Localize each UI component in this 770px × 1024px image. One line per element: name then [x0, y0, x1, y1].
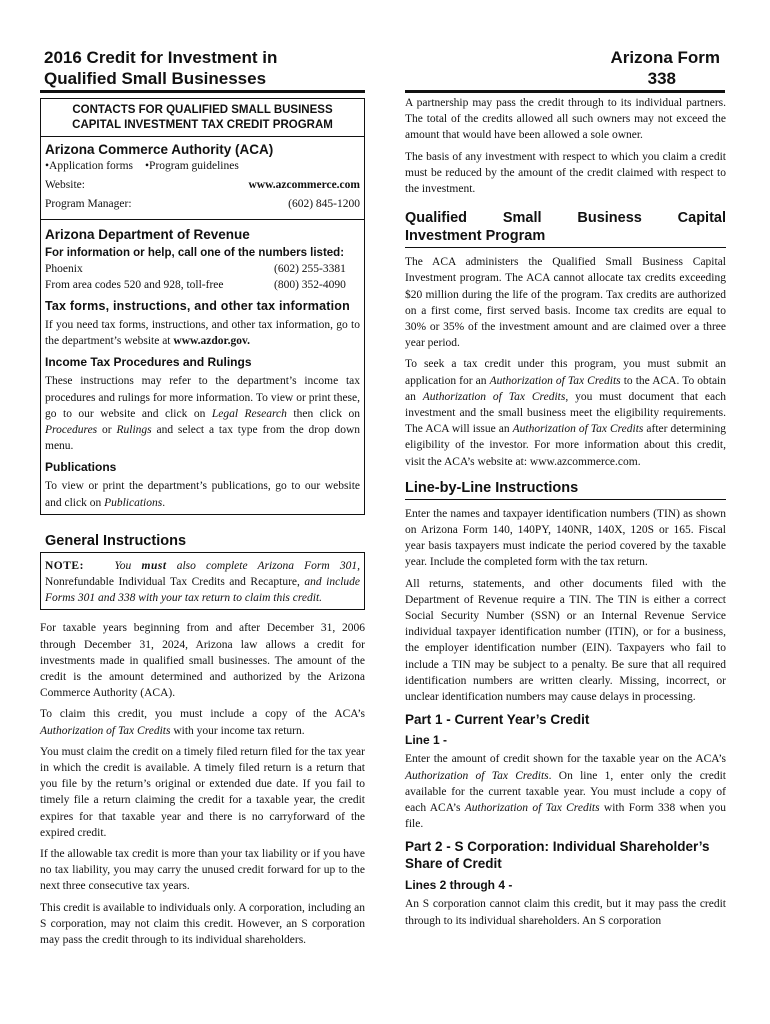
- general-para-4: If the allowable tax credit is more than your tax liability or if you have no tax liability, you may carry the unused credit forward for up to the next three consecutive tax years.: [40, 848, 365, 893]
- aca-bullet-program-guidelines: •Program guidelines: [145, 160, 239, 172]
- adr-help-title: For information or help, call one of the numbers listed:: [45, 247, 345, 259]
- adr-phoenix-phone: (602) 255-3381: [274, 263, 346, 275]
- adr-publications-text: To view or print the department’s publications, go to our website and click on Publications.: [45, 480, 360, 509]
- note-text: NOTE: You must also complete Arizona Form 301, Nonrefundable Individual Tax Credits and Recapture, and include Forms 301 and 338 with your tax return to claim this credit.: [45, 559, 361, 605]
- lbl-para-1: Enter the names and taxpayer identification numbers (TIN) as shown on Arizona Form 140, 140PY, 140NR, 140X, 120S or 165. Fiscal year basis taxpayers must indicate the period covered by the taxable year. Include the completed form with the tax return.: [405, 507, 726, 569]
- header-rule-right: [405, 90, 725, 93]
- adr-tollfree-phone: (800) 352-4090: [274, 279, 346, 291]
- adr-forms-text: If you need tax forms, instructions, and other tax information, go to the department’s website at www.azdor.gov.: [45, 319, 360, 348]
- aca-pm-label: Program Manager:: [45, 198, 132, 210]
- aca-section: [41, 137, 364, 220]
- aca-website-link[interactable]: www.azcommerce.com: [248, 179, 360, 191]
- general-instructions-title: General Instructions: [40, 532, 365, 553]
- aca-program-manager-row: [45, 196, 360, 215]
- aca-website-row: [45, 177, 360, 193]
- contacts-title-line2: CAPITAL INVESTMENT TAX CREDIT PROGRAM: [72, 119, 333, 131]
- header-rule-left: [40, 90, 365, 93]
- aca-bullet-application-forms: •Application forms: [45, 160, 134, 172]
- adr-tollfree-row: [45, 277, 360, 293]
- legal-research-link[interactable]: Legal Research: [211, 407, 287, 420]
- line1-title: Line 1 -: [405, 733, 448, 748]
- form-id: [560, 47, 720, 89]
- basis-para: The basis of any investment with respect to which you claim a credit must be reduced by the amount of the credit claimed with respect to the investment.: [405, 150, 726, 196]
- line-by-line-title: Line-by-Line Instructions: [405, 479, 726, 500]
- general-para-3: You must claim the credit on a timely filed return filed for the tax year in which the credit is available. A timely filed return is a return that you file by the return’s original or extended due date. If you fail to timely file a return claiming the credit for a taxable year, the credit expires for that taxable year and there is no carryforward of the expired credit.: [40, 745, 365, 839]
- aca-pm-phone: (602) 845-1200: [288, 198, 360, 210]
- partnership-para: A partnership may pass the credit through to its individual partners. The total of the credits allowed all such owners may not exceed the amount that would have been allowed a sole owner.: [405, 97, 726, 142]
- page-title-line2: Qualified Small Businesses: [44, 69, 267, 88]
- lbl-para-2: All returns, statements, and other documents filed with the Department of Revenue require a TIN. The TIN is either a correct Social Security Number (SSN) or an Internal Revenue Service individual taxpayer identification number (ITIN), or for a business, the employer identification number (EIN). Taxpayers who fail to include a TIN may be subject to a penalty. Be sure that all required identification numbers are written clearly. Missing, incorrect, or unclear identification numbers may cause delays in processing.: [405, 577, 726, 704]
- adr-title: Arizona Department of Revenue: [45, 227, 250, 242]
- procedures-link[interactable]: Procedures: [45, 424, 98, 437]
- aca-title: Arizona Commerce Authority (ACA): [45, 142, 274, 157]
- adr-tollfree-label: From area codes 520 and 928, toll-free: [45, 279, 224, 291]
- form-label: Arizona Form: [610, 48, 720, 67]
- contacts-box: [40, 98, 365, 515]
- rulings-link[interactable]: Rulings: [116, 424, 152, 437]
- adr-forms-title: Tax forms, instructions, and other tax information: [45, 299, 350, 313]
- page-title: [44, 47, 364, 89]
- line1-text: Enter the amount of credit shown for the taxable year on the ACA’s Authorization of Tax Credits. On line 1, enter only the credit available for the current taxable year. You must include a copy of each ACA’s Authorization of Tax Credits with Form 338 when you file.: [405, 753, 727, 831]
- publications-link[interactable]: Publications: [104, 496, 163, 509]
- page-title-line1: 2016 Credit for Investment in: [44, 48, 278, 67]
- part2-title: Part 2 - S Corporation: Individual Shareholder’s Share of Credit: [405, 839, 710, 872]
- general-para-2: To claim this credit, you must include a copy of the ACA’s Authorization of Tax Credits with your income tax return.: [40, 708, 365, 737]
- qsb-para-2: To seek a tax credit under this program, you must submit an application for an Authorization of Tax Credits to the ACA. To obtain an Authorization of Tax Credits, you must document that each investment and the small business meet the eligibility requirements. The ACA will issue an Authorization of Tax Credits after determining eligibility of the investor. For more information about this credit, visit the ACA’s website at: www.azcommerce.com.: [405, 358, 727, 468]
- left-column: [40, 97, 365, 953]
- general-para-1: For taxable years beginning from and after December 31, 2006 through December 31, 2024, Arizona law allows a credit for investments made in qualified small businesses. The amount of the credit is the amount determined and authorized by the Arizona Commerce Authority (ACA).: [40, 622, 365, 700]
- lines-2-4-text: An S corporation cannot claim this credit, but it may pass the credit through to its individual shareholders. An S corporation: [405, 898, 726, 927]
- adr-phoenix-row: [45, 261, 360, 277]
- adr-website-link[interactable]: www.azdor.gov.: [173, 335, 250, 348]
- form-number: 338: [647, 69, 676, 88]
- qsb-title: Qualified Small Business Capital Investment Program: [405, 209, 726, 248]
- right-column: [405, 95, 726, 934]
- general-para-5: This credit is available to individuals only. A corporation, including an S corporation, may not claim this credit. However, an S corporation may pass the credit through to its individual shareholders.: [40, 901, 365, 947]
- aca-website-label: Website:: [45, 179, 85, 191]
- adr-procedures-title: Income Tax Procedures and Rulings: [45, 355, 252, 370]
- lines-2-4-title: Lines 2 through 4 -: [405, 878, 513, 893]
- note-label: NOTE:: [45, 559, 84, 572]
- note-box: [40, 553, 365, 611]
- adr-publications-title: Publications: [45, 460, 117, 475]
- aca-bullets: [45, 158, 360, 174]
- adr-phoenix-label: Phoenix: [45, 263, 83, 275]
- part1-title: Part 1 - Current Year’s Credit: [405, 712, 590, 728]
- contacts-box-title: [41, 99, 364, 137]
- adr-section: [41, 220, 364, 514]
- contacts-title-line1: CONTACTS FOR QUALIFIED SMALL BUSINESS: [72, 104, 333, 116]
- adr-procedures-text: These instructions may refer to the department’s income tax procedures and rulings for more information. To view or print these, go to our website and click on Legal Research then click on Procedures or Rulings and select a tax type from the drop down menu.: [45, 375, 361, 453]
- qsb-para-1: The ACA administers the Qualified Small Business Capital Investment program. The ACA cannot allocate tax credits exceeding $20 million during the life of the program. Tax credits are authorized on a first come, first served basis. Income tax credits are equal to 30% or 35% of the investment amount and are claimed over a three year period.: [405, 256, 726, 350]
